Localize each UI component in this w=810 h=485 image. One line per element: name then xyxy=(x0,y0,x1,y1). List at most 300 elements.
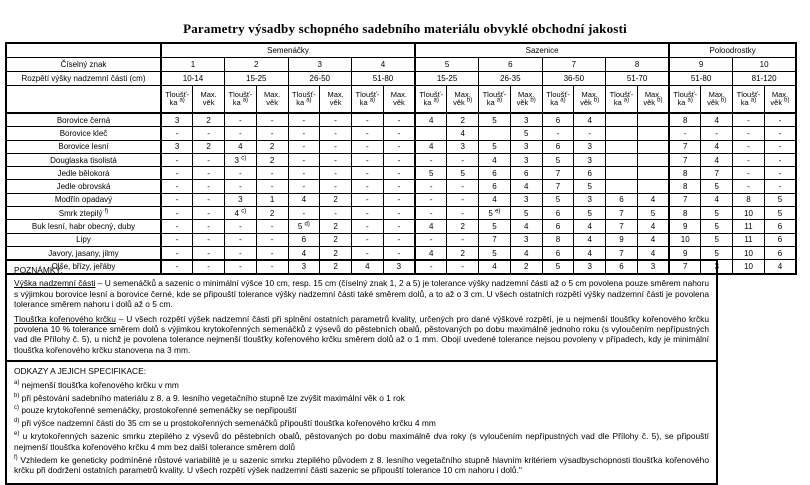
group-header: Poloodrostky xyxy=(669,43,796,58)
table-row xyxy=(6,220,796,233)
value-cell: 7 xyxy=(701,167,733,180)
header-row-codes xyxy=(6,58,796,72)
references-heading: ODKAZY A JEJICH SPECIFIKACE: xyxy=(14,366,147,377)
code-cell: 3 xyxy=(288,58,352,72)
value-cell: - xyxy=(256,220,288,233)
value-cell: - xyxy=(161,207,193,220)
value-cell xyxy=(415,127,447,140)
thickness-header: Tloušť- ka $^{a)}$ xyxy=(225,86,257,114)
value-cell: 11 xyxy=(733,233,765,246)
value-cell: 6 xyxy=(542,207,574,220)
thickness-header: Tloušť- ka $^{a)}$ xyxy=(352,86,384,114)
value-cell xyxy=(637,153,669,166)
value-cell: 6 xyxy=(764,220,796,233)
height-range-cell: 26-35 xyxy=(479,72,543,86)
footnote-ref: b) xyxy=(466,97,473,104)
footnote-ref: a) xyxy=(306,97,312,104)
value-cell: 6 xyxy=(606,193,638,206)
page-title: Parametry výsadby schopného sadebního materiálu obvyklé obchodní jakosti xyxy=(183,21,627,36)
code-cell: 5 xyxy=(415,58,479,72)
table-row xyxy=(6,140,796,153)
value-cell: - xyxy=(288,207,320,220)
value-cell xyxy=(637,127,669,140)
value-cell: 3 xyxy=(161,113,193,127)
value-cell: 11 xyxy=(733,220,765,233)
value-cell: 4 xyxy=(447,127,479,140)
value-cell: 2 xyxy=(447,246,479,259)
value-cell: - xyxy=(764,180,796,193)
thickness-header: Tloušť- ka $^{a)}$ xyxy=(669,86,701,114)
value-cell: - xyxy=(193,167,225,180)
value-cell: 4 xyxy=(225,140,257,153)
value-cell: 4 xyxy=(415,246,447,259)
value-cell: - xyxy=(447,260,479,274)
value-cell: - xyxy=(352,220,384,233)
value-cell: - xyxy=(383,127,415,140)
value-cell: - xyxy=(447,233,479,246)
table-row xyxy=(6,180,796,193)
value-cell xyxy=(637,180,669,193)
value-cell: - xyxy=(193,233,225,246)
value-cell: 4 xyxy=(352,260,384,274)
value-cell: 5 xyxy=(764,193,796,206)
value-cell: 4 $^{c)}$ xyxy=(225,207,257,220)
value-cell: - xyxy=(383,246,415,259)
value-cell: - xyxy=(161,220,193,233)
header-row-groups xyxy=(6,43,796,58)
value-cell xyxy=(606,113,638,127)
value-cell: 4 xyxy=(288,246,320,259)
value-cell: 3 xyxy=(225,193,257,206)
footnote-ref: b) xyxy=(784,97,790,104)
value-cell: 3 xyxy=(637,260,669,274)
code-cell: 1 xyxy=(161,58,225,72)
footnote-ref: b) xyxy=(720,97,727,104)
value-cell: - xyxy=(288,140,320,153)
value-cell: 4 xyxy=(479,153,511,166)
footnote-ref: a) xyxy=(623,97,630,104)
value-cell: 5 xyxy=(701,233,733,246)
value-cell: 8 xyxy=(669,167,701,180)
value-cell: 9 xyxy=(669,246,701,259)
value-cell: - xyxy=(764,153,796,166)
footnote-ref: a) xyxy=(179,97,185,104)
value-cell: 6 xyxy=(606,260,638,274)
value-cell: - xyxy=(256,246,288,259)
value-cell: - xyxy=(415,180,447,193)
footnote-ref: a) xyxy=(433,97,439,104)
value-cell: - xyxy=(352,193,384,206)
footnote-ref: d) xyxy=(304,221,310,228)
value-cell: - xyxy=(288,113,320,127)
value-cell: 3 xyxy=(701,260,733,274)
table-row xyxy=(6,207,796,220)
value-cell: - xyxy=(415,233,447,246)
group-header: Sazenice xyxy=(415,43,669,58)
value-cell: 2 xyxy=(320,233,352,246)
thickness-header: Tloušť- ka $^{a)}$ xyxy=(479,86,511,114)
height-range-cell: 15-25 xyxy=(225,72,289,86)
note-paragraph-thickness xyxy=(14,314,709,356)
species-cell: Smrk ztepilý $^{f)}$ xyxy=(6,207,161,220)
value-cell: - xyxy=(256,233,288,246)
value-cell: - xyxy=(352,246,384,259)
value-cell: 5 xyxy=(447,167,479,180)
value-cell: 2 xyxy=(256,153,288,166)
value-cell: 3 xyxy=(574,140,606,153)
value-cell: 4 xyxy=(701,140,733,153)
value-cell: 5 xyxy=(542,193,574,206)
reference-marker: d) xyxy=(14,418,20,425)
value-cell: - xyxy=(733,140,765,153)
value-cell: - xyxy=(383,220,415,233)
thickness-header: Tloušť- ka $^{a)}$ xyxy=(161,86,193,114)
value-cell: - xyxy=(193,180,225,193)
value-cell: - xyxy=(193,220,225,233)
value-cell xyxy=(606,140,638,153)
table-body xyxy=(6,113,796,274)
value-cell: - xyxy=(415,153,447,166)
value-cell: 7 xyxy=(669,153,701,166)
value-cell: 8 xyxy=(733,193,765,206)
value-cell: - xyxy=(256,127,288,140)
value-cell: 5 xyxy=(764,207,796,220)
value-cell: 4 xyxy=(574,233,606,246)
table-row xyxy=(6,153,796,166)
value-cell: 5 xyxy=(542,260,574,274)
footnote-ref: a) xyxy=(242,97,249,104)
value-cell: 6 xyxy=(542,246,574,259)
value-cell xyxy=(479,127,511,140)
value-cell: 3 xyxy=(510,193,542,206)
notes-section xyxy=(5,259,718,362)
group-header: Semenáčky xyxy=(161,43,415,58)
value-cell: 10 xyxy=(733,260,765,274)
value-cell: 7 xyxy=(669,193,701,206)
code-cell: 10 xyxy=(733,58,797,72)
value-cell: 5 xyxy=(574,180,606,193)
value-cell: 2 xyxy=(320,220,352,233)
references-section xyxy=(5,360,718,485)
value-cell: - xyxy=(447,180,479,193)
max-age-header: Max. věk $^{b)}$ xyxy=(574,86,606,114)
value-cell: 4 xyxy=(701,193,733,206)
value-cell: - xyxy=(256,113,288,127)
max-age-header: Max. věk $^{b)}$ xyxy=(701,86,733,114)
value-cell: 2 xyxy=(447,113,479,127)
value-cell: - xyxy=(193,127,225,140)
value-cell: - xyxy=(225,246,257,259)
value-cell: - xyxy=(193,260,225,274)
value-cell: 2 xyxy=(510,260,542,274)
max-age-header: Max. věk xyxy=(320,86,352,114)
value-cell: - xyxy=(225,180,257,193)
value-cell: 10 xyxy=(669,233,701,246)
value-cell: 3 xyxy=(288,260,320,274)
value-cell: - xyxy=(352,153,384,166)
value-cell: - xyxy=(383,193,415,206)
height-range-cell: 10-14 xyxy=(161,72,225,86)
value-cell: 4 xyxy=(479,193,511,206)
value-cell: 8 xyxy=(542,233,574,246)
value-cell: - xyxy=(193,193,225,206)
value-cell: 4 xyxy=(288,193,320,206)
value-cell: 3 $^{c)}$ xyxy=(225,153,257,166)
value-cell: - xyxy=(733,167,765,180)
value-cell: 6 xyxy=(764,233,796,246)
references-list xyxy=(14,380,709,476)
height-range-cell: 15-25 xyxy=(415,72,479,86)
value-cell: 4 xyxy=(637,220,669,233)
value-cell: - xyxy=(193,153,225,166)
value-cell: - xyxy=(764,127,796,140)
value-cell: - xyxy=(161,193,193,206)
value-cell: 5 xyxy=(701,220,733,233)
value-cell: - xyxy=(574,127,606,140)
max-age-header: Max. věk $^{b)}$ xyxy=(637,86,669,114)
value-cell: - xyxy=(161,260,193,274)
value-cell: 5 xyxy=(415,167,447,180)
value-cell: - xyxy=(383,207,415,220)
value-cell: - xyxy=(383,233,415,246)
value-cell: - xyxy=(256,260,288,274)
reference-marker: a) xyxy=(14,379,20,386)
value-cell: - xyxy=(161,153,193,166)
value-cell: 4 xyxy=(701,153,733,166)
value-cell: - xyxy=(447,207,479,220)
value-cell: - xyxy=(320,140,352,153)
code-cell: 2 xyxy=(225,58,289,72)
value-cell: - xyxy=(383,113,415,127)
note-text: – U všech rozpětí výšek nadzemní části při splnění ostatních parametrů kvality, určených pro dané výškové rozpětí, je u nejmenší tloušťky kořenového krčku povolena 10 % tolerance směrem dolů s výjimkou krytokořenných semenáčků z výsevů do pěstebních obalů, pěstovaných po dobu maximálně jednoho roku (s vyloučením nepřípustných vad dle Přílohy č. 5), u nichž je povolena tolerance nejmenší tloušťky kořenového krčku směrem dolů až o 1 mm. Obojí uvedené tolerance nejsou povoleny v případech, kdy je minimální tloušťka kořenového krčku stanovena na 3 mm. xyxy=(14,313,709,355)
value-cell xyxy=(637,167,669,180)
value-cell: - xyxy=(383,180,415,193)
value-cell: - xyxy=(225,167,257,180)
value-cell xyxy=(637,140,669,153)
value-cell: 4 xyxy=(701,113,733,127)
value-cell xyxy=(606,153,638,166)
thickness-header: Tloušť- ka $^{a)}$ xyxy=(415,86,447,114)
height-range-cell: 26-50 xyxy=(288,72,352,86)
value-cell: - xyxy=(764,113,796,127)
height-range-cell: 36-50 xyxy=(542,72,606,86)
value-cell: - xyxy=(383,167,415,180)
reference-marker: e) xyxy=(14,431,20,438)
thickness-header: Tloušť- ka $^{a)}$ xyxy=(733,86,765,114)
species-cell: Borovice lesní xyxy=(6,140,161,153)
value-cell: - xyxy=(320,167,352,180)
value-cell: - xyxy=(447,193,479,206)
value-cell: - xyxy=(320,127,352,140)
footnote-ref: c) xyxy=(241,154,247,161)
height-range-cell: 51-70 xyxy=(606,72,670,86)
value-cell: 2 xyxy=(256,207,288,220)
value-cell: 5 xyxy=(510,127,542,140)
value-cell: 4 xyxy=(510,220,542,233)
value-cell: 2 xyxy=(320,260,352,274)
value-cell: 3 xyxy=(510,153,542,166)
code-cell: 7 xyxy=(542,58,606,72)
table-row xyxy=(6,113,796,127)
value-cell: 7 xyxy=(669,140,701,153)
value-cell: - xyxy=(256,167,288,180)
value-cell: 3 xyxy=(447,140,479,153)
value-cell: - xyxy=(447,153,479,166)
corner-cell xyxy=(6,43,161,58)
value-cell: 7 xyxy=(669,260,701,274)
value-cell: 5 xyxy=(510,207,542,220)
reference-item: $^{b)}$ při pěstování sadebního materiálu z 8. a 9. lesního vegetačního stupně lze zvýšit maximální věk o 1 rok xyxy=(14,392,405,403)
value-cell: 4 xyxy=(510,180,542,193)
value-cell: 8 xyxy=(669,180,701,193)
value-cell: 6 xyxy=(479,180,511,193)
code-cell: 8 xyxy=(606,58,670,72)
reference-marker: b) xyxy=(14,392,20,399)
value-cell: 5 xyxy=(542,153,574,166)
code-cell: 4 xyxy=(352,58,416,72)
value-cell: - xyxy=(225,260,257,274)
value-cell: 7 xyxy=(606,246,638,259)
value-cell: 6 xyxy=(542,140,574,153)
value-cell: 4 xyxy=(574,246,606,259)
max-age-header: Max. věk $^{b)}$ xyxy=(764,86,796,114)
value-cell: 5 xyxy=(701,180,733,193)
value-cell: 9 xyxy=(606,233,638,246)
code-cell: 6 xyxy=(479,58,543,72)
range-row-label: Rozpětí výšky nadzemní části (cm) xyxy=(6,72,161,86)
species-cell: Olše, břízy, jeřáby xyxy=(6,260,161,274)
value-cell: 6 xyxy=(764,246,796,259)
value-cell: 5 $^{e)}$ xyxy=(479,207,511,220)
value-cell xyxy=(606,127,638,140)
value-cell: - xyxy=(415,260,447,274)
value-cell: - xyxy=(669,127,701,140)
table-row xyxy=(6,167,796,180)
value-cell: 7 xyxy=(542,167,574,180)
value-cell: 3 xyxy=(510,233,542,246)
value-cell: 3 xyxy=(574,193,606,206)
max-age-header: Max. věk xyxy=(383,86,415,114)
height-range-cell: 51-80 xyxy=(352,72,416,86)
notes-and-references xyxy=(5,259,718,485)
value-cell: 4 xyxy=(764,260,796,274)
notes-heading: POZNÁMKY: xyxy=(14,265,63,275)
species-cell: Buk lesní, habr obecný, duby xyxy=(6,220,161,233)
species-cell: Jedle bělokorá xyxy=(6,167,161,180)
footnote-ref: b) xyxy=(530,97,536,104)
value-cell: 4 xyxy=(637,233,669,246)
value-cell: 2 xyxy=(320,193,352,206)
value-cell: - xyxy=(320,207,352,220)
value-cell: - xyxy=(352,140,384,153)
value-cell: - xyxy=(415,207,447,220)
value-cell: 4 xyxy=(637,193,669,206)
height-range-cell: 81-120 xyxy=(733,72,797,86)
footnote-ref: a) xyxy=(496,97,503,104)
value-cell: - xyxy=(193,246,225,259)
value-cell: 5 xyxy=(479,140,511,153)
note-text: – U semenáčků a sazenic o minimální výšce 10 cm, resp. 15 cm (číselný znak 1, 2 a 5) je tolerance výšky nadzemní části až o 5 cm povolena pouze směrem nahoru s výjimkou borovice lesní a borovice černé, kde se připouští tolerance výšky nadzemní části také směrem dolů, a to až o 3 cm. U všech ostatních rozpětí výšky nadzemní části je povolena tolerance směrem nahoru i dolů až o 5 cm. xyxy=(14,278,709,310)
reference-item: $^{a)}$ nejmenší tloušťka kořenového krčku v mm xyxy=(14,379,179,390)
species-cell: Jedle obrovská xyxy=(6,180,161,193)
value-cell: - xyxy=(383,153,415,166)
value-cell: 6 xyxy=(542,113,574,127)
value-cell: - xyxy=(764,167,796,180)
value-cell: - xyxy=(225,113,257,127)
value-cell: 4 xyxy=(415,113,447,127)
value-cell: - xyxy=(352,207,384,220)
value-cell: 2 xyxy=(256,140,288,153)
table-row xyxy=(6,246,796,259)
value-cell: - xyxy=(733,127,765,140)
value-cell: - xyxy=(352,180,384,193)
value-cell: 4 xyxy=(415,140,447,153)
max-age-header: Max. věk $^{b)}$ xyxy=(447,86,479,114)
footnote-ref: c) xyxy=(241,208,247,215)
value-cell: - xyxy=(288,127,320,140)
value-cell: 5 xyxy=(637,207,669,220)
table-header xyxy=(6,43,796,113)
value-cell: - xyxy=(320,180,352,193)
note-lead: Tloušťka kořenového krčku xyxy=(14,313,116,324)
value-cell: - xyxy=(288,167,320,180)
value-cell: 3 xyxy=(510,140,542,153)
value-cell: 5 xyxy=(479,113,511,127)
value-cell: 4 xyxy=(415,220,447,233)
footnote-ref: b) xyxy=(657,97,663,104)
species-cell: Douglaska tisolistá xyxy=(6,153,161,166)
value-cell: - xyxy=(542,127,574,140)
thickness-header: Tloušť- ka $^{a)}$ xyxy=(542,86,574,114)
value-cell: - xyxy=(733,113,765,127)
value-cell xyxy=(637,113,669,127)
value-cell: 2 xyxy=(320,246,352,259)
species-cell: Borovice kleč xyxy=(6,127,161,140)
planting-parameters-table xyxy=(5,42,797,275)
value-cell: 7 xyxy=(606,220,638,233)
table-row xyxy=(6,233,796,246)
reference-marker: c) xyxy=(14,405,19,412)
footnote-ref: a) xyxy=(560,97,566,104)
value-cell: 3 xyxy=(510,113,542,127)
value-cell: 6 xyxy=(288,233,320,246)
reference-item: $^{e)}$ u krytokořenných sazenic smrku ztepilého z výsevů do pěstebních obalů, pěstovaných po dobu maximálně dva roky (s vyloučením nepřípustných vad dle Přílohy č. 5), se připouští nejmenší tloušťka kořenového krčku 4 mm bez další tolerance směrem dolů xyxy=(14,431,709,452)
value-cell xyxy=(606,167,638,180)
max-age-header: Max. věk xyxy=(193,86,225,114)
value-cell: 7 xyxy=(606,207,638,220)
value-cell: 4 xyxy=(637,246,669,259)
value-cell: 6 xyxy=(574,167,606,180)
footnote-ref: b) xyxy=(593,97,600,104)
species-cell: Javory, jasany, jilmy xyxy=(6,246,161,259)
header-row-ranges xyxy=(6,72,796,86)
corner-cell xyxy=(6,86,161,114)
value-cell: - xyxy=(161,167,193,180)
value-cell: - xyxy=(193,207,225,220)
value-cell: - xyxy=(225,233,257,246)
code-row-label: Číselný znak xyxy=(6,58,161,72)
value-cell: - xyxy=(320,153,352,166)
thickness-header: Tloušť- ka $^{a)}$ xyxy=(606,86,638,114)
reference-item: $^{f)}$ Vzhledem ke geneticky podmíněné růstové variabilitě je u sazenic smrku ztepilého původem z 8. lesního vegetačního stupně hlavním kritériem výsadbyschopnosti tloušťka kořenového krčku při dodržení ostatních parametrů kvality. U všech rozpětí výšek nadzemní části sazenic se připouští tolerance 10 cm nahoru i dolů." xyxy=(14,454,709,475)
height-range-cell: 51-80 xyxy=(669,72,733,86)
value-cell xyxy=(606,180,638,193)
value-cell: 2 xyxy=(193,140,225,153)
table-row xyxy=(6,127,796,140)
value-cell: 8 xyxy=(669,207,701,220)
value-cell: 3 xyxy=(574,260,606,274)
value-cell: 6 xyxy=(479,167,511,180)
